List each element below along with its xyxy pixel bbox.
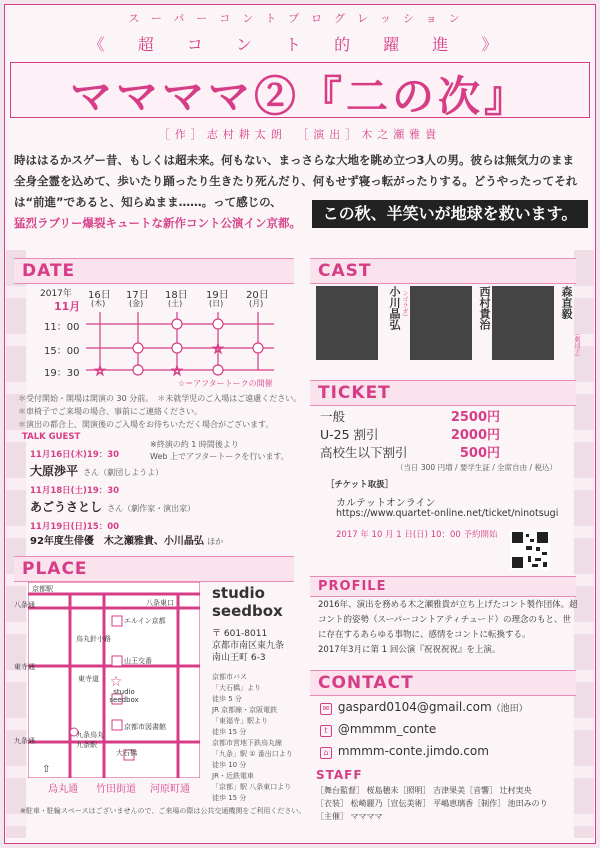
contact-heading: CONTACT — [310, 670, 576, 696]
date-notes — [18, 392, 308, 431]
ticket-table — [320, 406, 500, 460]
weekday: (日) — [209, 299, 224, 308]
ticket-price: 2000円 — [450, 428, 500, 443]
header-series: 《 超 コ ン ト 的 躍 進 》 — [88, 35, 512, 54]
address-line: 京都市南区東九条 — [212, 641, 285, 651]
ticket-row — [320, 442, 500, 460]
day: 18日 — [165, 290, 188, 301]
performance-marker — [253, 343, 263, 353]
intro-line: 時ははるかスゲー昔、もしくは超未来。何もない、まっさらな大地を眺め立つ3人の男。彼らは無気力のまま — [14, 153, 574, 167]
access-line: JR・近鉄電車 — [212, 772, 254, 780]
ticket-heading: TICKET — [310, 380, 576, 406]
cast-name: 森直毅 — [560, 286, 573, 319]
ticket-url-link[interactable]: https://www.quartet-online.net/ticket/ninotsugi — [336, 508, 559, 519]
contact-email-row — [320, 700, 528, 715]
twitter-icon: t — [320, 725, 332, 737]
weekday: (土) — [168, 299, 183, 308]
star-icon: ☆ — [94, 364, 106, 379]
month: 11月 — [54, 300, 81, 313]
profile-line: に存在するあらゆる事物に、感情をコントに転換する。 — [318, 630, 531, 640]
map-label: 京都市図書館 — [124, 723, 166, 731]
talk-note: ※終演の約 1 時間後より — [150, 440, 239, 449]
guest-3 — [30, 532, 223, 548]
star-legend: ☆＝アフタートークの開催 — [178, 379, 273, 388]
guest-name: あごうさとし — [30, 500, 103, 514]
cast-photo — [410, 286, 472, 360]
cast-name: 西村貴治 — [478, 286, 491, 330]
guest-affil: さん（劇作家・演出家） — [107, 504, 196, 513]
guest-name: 大原渉平 — [30, 464, 79, 478]
ticket-label: U-25 割引 — [320, 427, 379, 442]
guest-name: 92年度生俳優 木之瀬雅貴、小川晶弘 — [30, 536, 204, 547]
ticket-row — [320, 406, 500, 424]
profile-line: 2016年、演出を務める木之瀬雅貴が立ち上げたコント製作団体。超 — [318, 600, 578, 610]
access-info — [212, 672, 302, 804]
staff-line: ［主催］ ママママ — [316, 812, 383, 821]
address-line: 南山王町 6-3 — [212, 653, 266, 663]
performance-marker — [133, 343, 143, 353]
time-label: 11：00 — [44, 322, 80, 333]
contact-web-row — [320, 744, 489, 759]
qr-code-icon — [510, 530, 550, 570]
weekday: (月) — [249, 299, 264, 308]
intro-line: は“前進”であると、知らぬまま……。って感じの、 — [14, 195, 282, 209]
map-label: 八条通 — [14, 601, 35, 609]
web-link[interactable]: mmmm-conte.jimdo.com — [337, 744, 489, 758]
contact-twitter-row — [320, 722, 436, 737]
ticket-price: 500円 — [459, 446, 500, 461]
profile-heading: PROFILE — [310, 576, 576, 597]
guest-affil: ほか — [207, 537, 224, 546]
email-suffix: （池田） — [491, 704, 528, 714]
year: 2017年 — [40, 289, 72, 299]
performance-marker — [172, 319, 182, 329]
slogan: この秋、半笑いが地球を救います。 — [312, 200, 588, 228]
performance-marker — [172, 343, 182, 353]
performance-marker — [213, 365, 223, 375]
web-icon: ⌂ — [320, 747, 332, 759]
guest-affil: さん（劇団しようよ） — [83, 468, 164, 477]
access-map — [28, 582, 200, 778]
access-line: 徒歩 15 分 — [212, 794, 247, 802]
mail-icon: ✉ — [320, 703, 332, 715]
staff-line: ［衣装］ 松崎麗乃［宣伝美術］ 平嶋恵璃香［制作］ 池田みのり — [316, 799, 548, 808]
twitter-link[interactable]: @mmmm_conte — [337, 722, 437, 736]
guest-date: 11月18日(土)19：30 — [30, 486, 120, 496]
time-label: 15：00 — [44, 346, 80, 357]
map-label: 烏丸針小路 — [76, 635, 111, 643]
ticket-note: （当日 300 円増 / 要学生証 / 全席自由 / 税込） — [396, 463, 557, 472]
map-label: 京都駅 — [32, 585, 53, 593]
credits: ［作］志村耕太朗 ［演出］木之瀬雅貴 — [158, 128, 442, 141]
cast-heading: CAST — [310, 258, 576, 284]
date-heading: DATE — [14, 258, 294, 284]
map-label: 八条東口 — [146, 599, 174, 607]
place-footnote: ※駐車・駐輪スペースはございませんので、ご来場の際は公共交通機関をご利用ください。 — [20, 807, 306, 815]
access-line: 徒歩 5 分 — [212, 695, 242, 703]
intro-line: 全身全霊を込めて、歩いたり踊ったり生きたり死んだり、何もせず寝っ転がったりする。どうやったってそれ — [14, 174, 578, 188]
access-line: 「東福寺」駅より — [212, 717, 268, 725]
guest-1 — [30, 460, 163, 479]
staff-heading: STAFF — [316, 768, 363, 782]
staff-list — [316, 784, 581, 823]
venue-line: seedbox — [212, 602, 283, 620]
place-heading: PLACE — [14, 556, 294, 582]
map-label: 九条通 — [14, 737, 35, 745]
map-label: 九条烏丸 — [76, 731, 104, 739]
day: 20日 — [246, 290, 269, 301]
day: 16日 — [88, 290, 111, 301]
time-label: 19：30 — [44, 368, 80, 379]
cast-role: ンゴラガ） — [401, 290, 408, 320]
weekday: (金) — [129, 299, 144, 308]
venue-line: studio — [212, 584, 265, 602]
guest-2 — [30, 496, 195, 515]
access-line: 「九条」駅 ① 番出口より — [212, 750, 293, 758]
map-label: 大石橋 — [116, 749, 137, 757]
profile-text — [318, 598, 580, 658]
venue-name — [212, 584, 283, 620]
map-street-label: 烏丸通 — [48, 784, 78, 795]
access-line: 「大石橋」より — [212, 684, 261, 692]
star-icon: ☆ — [212, 342, 224, 357]
cast-photo — [492, 286, 554, 360]
ticket-price: 2500円 — [450, 410, 500, 425]
map-label: エルイン京都 — [124, 617, 166, 625]
note: ＊車椅子でご来場の場合、事前にご連絡ください。 — [18, 407, 202, 416]
header-subtitle: スーパーコントプログレッション — [128, 12, 472, 25]
venue-star-icon: ☆ — [109, 674, 123, 690]
access-line: JR 京都線・京阪電鉄 — [212, 706, 278, 714]
access-line: 徒歩 15 分 — [212, 728, 247, 736]
weekday: (木) — [91, 299, 106, 308]
ticket-label: 高校生以下割引 — [320, 445, 408, 460]
ticket-vendor: カルテットオンライン — [336, 498, 436, 509]
map-label: 九条駅 — [76, 741, 97, 749]
guest-date: 11月19日(日)15：00 — [30, 522, 120, 532]
ticket-handling: ［チケット取扱］ — [326, 480, 394, 490]
map-street-label: 竹田街道 — [96, 784, 136, 795]
north-arrow-icon: ⇧ — [42, 764, 51, 775]
venue-address — [212, 628, 284, 664]
staff-line: ［舞台監督］ 桜島穂未［照明］ 吉津果美［音響］ 辻村実央 — [316, 786, 532, 795]
talk-note: Web 上でアフタートークを行います。 — [150, 452, 289, 461]
profile-line: 2017年3月に第 1 回公演『祝祝祝祝』を上演。 — [318, 645, 501, 655]
email-link[interactable]: gaspard0104@gmail.com — [337, 700, 492, 714]
access-line: 徒歩 10 分 — [212, 761, 247, 769]
page-title: ママママ②『二の次』 — [69, 72, 530, 121]
performance-marker — [213, 319, 223, 329]
map-label: 山王交番 — [124, 657, 152, 665]
note: ＊受付開始・開場は開演の 30 分前。 ＊未就学児のご入場はご遠慮ください。 — [18, 394, 302, 403]
map-street-label: 河原町通 — [150, 784, 190, 795]
cast-name: 小川晶弘 — [388, 286, 401, 330]
map-label: 東寺通 — [14, 663, 35, 671]
cast-role: （劇団子） — [573, 330, 580, 360]
ticket-label: 一般 — [320, 409, 346, 424]
day: 19日 — [206, 290, 229, 301]
cast-photo — [316, 286, 378, 360]
star-icon: ☆ — [171, 364, 183, 379]
access-line: 「京都」駅 八条東口より — [212, 783, 292, 791]
note: ＊演出の都合上、開演後のご入場をお待ちいただく場合がございます。 — [18, 420, 274, 429]
access-line: 京都市営地下鉄烏丸線 — [212, 739, 282, 747]
profile-line: コント的姿勢（スーパーコントアティチュード）の理念のもと、世 — [318, 615, 571, 625]
guest-date: 11月16日(木)19：30 — [30, 450, 120, 460]
ticket-start: 2017 年 10 月 1 日(日) 10：00 予約開始 — [336, 530, 498, 540]
map-label: 東寺道 — [78, 675, 99, 683]
ticket-row — [320, 424, 500, 442]
access-line: 京都市バス — [212, 673, 247, 681]
performance-marker — [133, 365, 143, 375]
zip: 〒 601-8011 — [212, 629, 268, 639]
day: 17日 — [126, 290, 149, 301]
map-label: studio seedbox — [109, 688, 139, 704]
talk-heading: TALK GUEST — [22, 432, 81, 442]
intro-line: 猛烈ラブリー爆裂キュートな新作コント公演イン京都。 — [14, 216, 302, 230]
